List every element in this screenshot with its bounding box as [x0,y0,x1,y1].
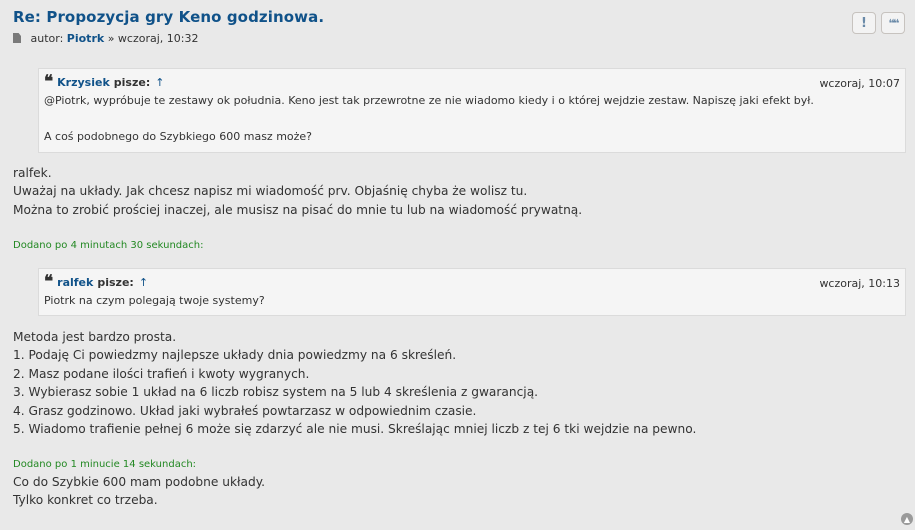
quote-says-label: pisze: [97,276,134,289]
quote-says-label: pisze: [113,76,151,89]
quote-jump-icon[interactable]: ↑ [138,276,149,289]
post-text-line: 5. Wiadomo trafienie pełnej 6 może się zdarzyć ale nie musi. Skreślając mniej liczb z tej 6 tki wejdzie na pewno. [13,422,697,437]
quote-block-2 [38,268,906,316]
post-text-2 [13,328,696,438]
quote-icon: ❝❝ [888,16,898,30]
post-text-line: ralfek. [13,166,52,180]
report-icon: ! [861,15,867,31]
post-text-line: 4. Grasz godzinowo. Układ jaki wybrałeś powtarzasz w odpowiednim czasie. [13,403,477,418]
post-text-line: Metoda jest bardzo prosta. [13,330,177,344]
post-text-line: 3. Wybierasz sobie 1 układ na 6 liczb robisz system na 5 lub 4 skreślenia z gwarancją. [13,385,539,400]
post-date: wczoraj, 10:32 [117,32,199,45]
meta-separator: » [107,32,115,45]
quote-text-line: Piotrk na czym polegają twoje systemy? [44,294,265,307]
quote-text-line: @Piotrk, wypróbuje te zestawy ok południa. Keno jest tak przewrotne ze nie wiadomo kiedy i o której wejdzie zestaw. Napiszę jaki efekt był. [44,94,814,107]
post-text-line: 2. Masz podane ilości trafień i kwoty wygranych. [13,366,310,381]
quote-mark-icon: ❝ [44,272,54,292]
author-prefix: autor: [30,32,64,45]
post-buttons [852,12,905,34]
quote-header [44,274,148,291]
quote-author-link[interactable]: ralfek [57,276,94,289]
added-after-label-2: Dodano po 1 minucie 14 sekundach: [13,459,197,470]
quote-mark-icon: ❝ [44,72,54,92]
quote-block-1 [38,68,906,153]
post-title[interactable]: Re: Propozycja gry Keno godzinowa. [13,8,325,26]
quote-date: wczoraj, 10:13 [819,277,900,290]
report-button[interactable] [852,12,876,34]
post-text-line: Można to zrobić prościej inaczej, ale musisz na pisać do mnie tu lub na wiadomość prywatną. [13,202,583,217]
back-to-top-icon[interactable]: ▲ [901,513,913,525]
post-text-line: Uważaj na układy. Jak chcesz napisz mi wiadomość prv. Objaśnię chyba że wolisz tu. [13,184,528,199]
post-text-line: Co do Szybkie 600 mam podobne układy. [13,475,266,489]
quote-date: wczoraj, 10:07 [819,77,900,90]
quote-button[interactable] [881,12,905,34]
post-author-link[interactable]: Piotrk [66,32,105,45]
added-after-label-1: Dodano po 4 minutach 30 sekundach: [13,240,204,251]
quote-jump-icon[interactable]: ↑ [155,76,165,89]
post-text-1 [13,164,582,219]
quote-text-line: A coś podobnego do Szybkiego 600 masz może? [44,130,313,143]
post-text-3 [13,473,265,510]
post-meta [13,32,198,45]
post-text-line: Tylko konkret co trzeba. [13,493,158,508]
quote-author-link[interactable]: Krzysiek [57,76,110,89]
post-text-line: 1. Podaję Ci powiedzmy najlepsze układy dnia powiedzmy na 6 skreśleń. [13,348,457,363]
quote-header [44,74,164,91]
post-file-icon[interactable] [13,33,21,43]
